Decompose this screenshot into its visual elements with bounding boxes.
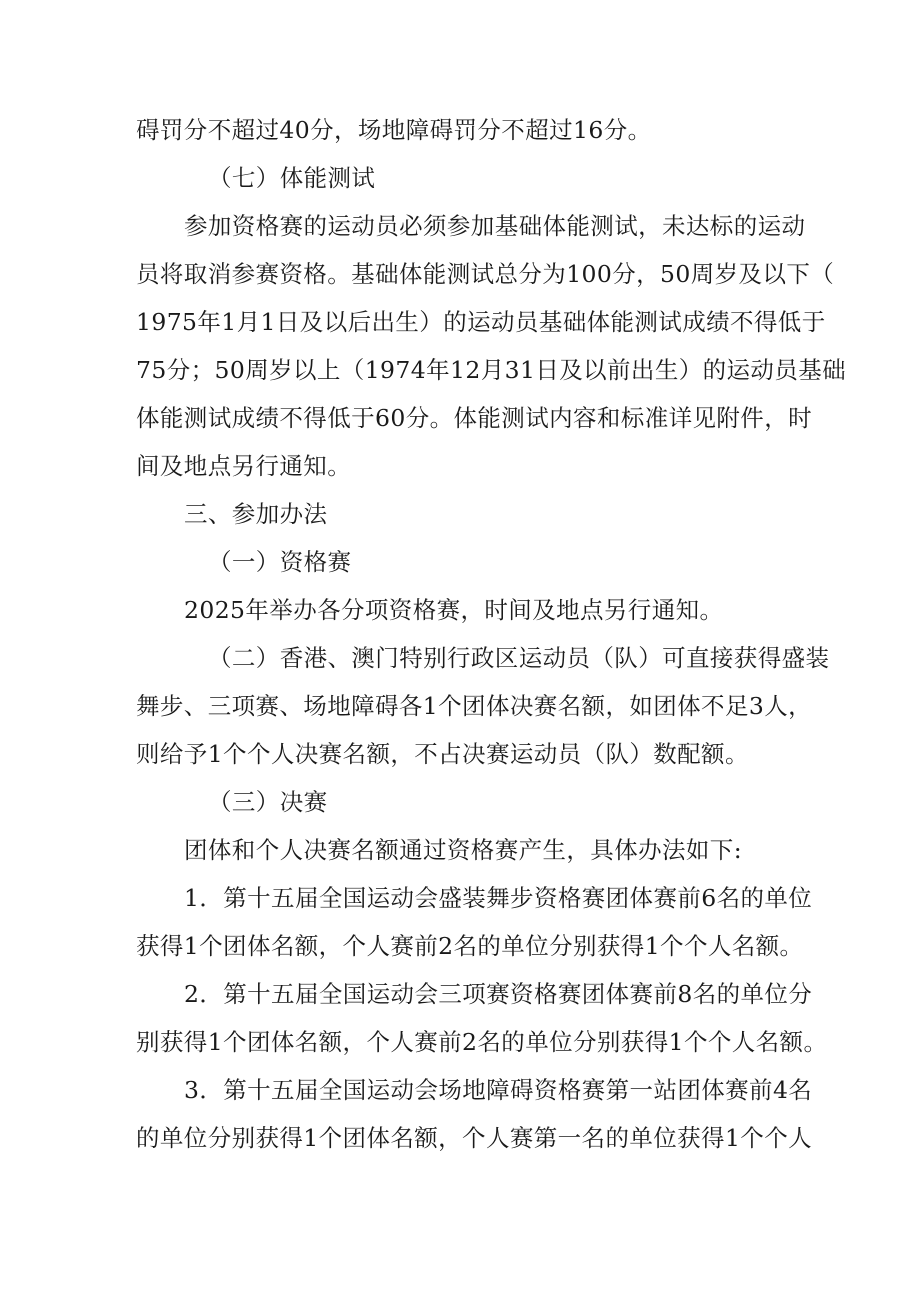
list-item: 1．第十五届全国运动会盛装舞步资格赛团体赛前6名的单位	[184, 884, 813, 912]
list-item: 2．第十五届全国运动会三项赛资格赛团体赛前8名的单位分	[184, 980, 813, 1008]
paragraph-line: 2025年举办各分项资格赛，时间及地点另行通知。	[184, 596, 724, 624]
paragraph-line: 员将取消参赛资格。基础体能测试总分为100分，50周岁及以下（	[136, 260, 835, 288]
paragraph-line: 获得1个团体名额，个人赛前2名的单位分别获得1个个人名额。	[136, 932, 804, 960]
paragraph-line: 体能测试成绩不得低于60分。体能测试内容和标准详见附件，时	[136, 404, 813, 432]
paragraph-line: 团体和个人决赛名额通过资格赛产生，具体办法如下:	[184, 836, 743, 864]
paragraph-line: 则给予1个个人决赛名额，不占决赛运动员（队）数配额。	[136, 740, 749, 768]
paragraph-line: 的单位分别获得1个团体名额，个人赛第一名的单位获得1个个人	[136, 1124, 813, 1152]
section-heading: （七）体能测试	[208, 164, 376, 192]
list-item: 3．第十五届全国运动会场地障碍资格赛第一站团体赛前4名	[184, 1076, 813, 1104]
document-body	[136, 106, 847, 1162]
section-heading: （一）资格赛	[208, 548, 352, 576]
section-heading: （三）决赛	[208, 788, 328, 816]
paragraph-line: 参加资格赛的运动员必须参加基础体能测试，未达标的运动	[184, 212, 806, 240]
paragraph-line: 间及地点另行通知。	[136, 452, 352, 480]
paragraph-line: 75分；50周岁以上（1974年12月31日及以前出生）的运动员基础	[136, 356, 847, 384]
paragraph-line: 1975年1月1日及以后出生）的运动员基础体能测试成绩不得低于	[136, 308, 826, 336]
section-heading: 三、参加办法	[184, 500, 328, 528]
paragraph-line: 别获得1个团体名额，个人赛前2名的单位分别获得1个个人名额。	[136, 1028, 828, 1056]
paragraph-line: 碍罚分不超过40分，场地障碍罚分不超过16分。	[136, 116, 652, 144]
paragraph-line: 舞步、三项赛、场地障碍各1个团体决赛名额，如团体不足3人，	[136, 692, 813, 720]
paragraph-line: （二）香港、澳门特别行政区运动员（队）可直接获得盛装	[208, 644, 830, 672]
